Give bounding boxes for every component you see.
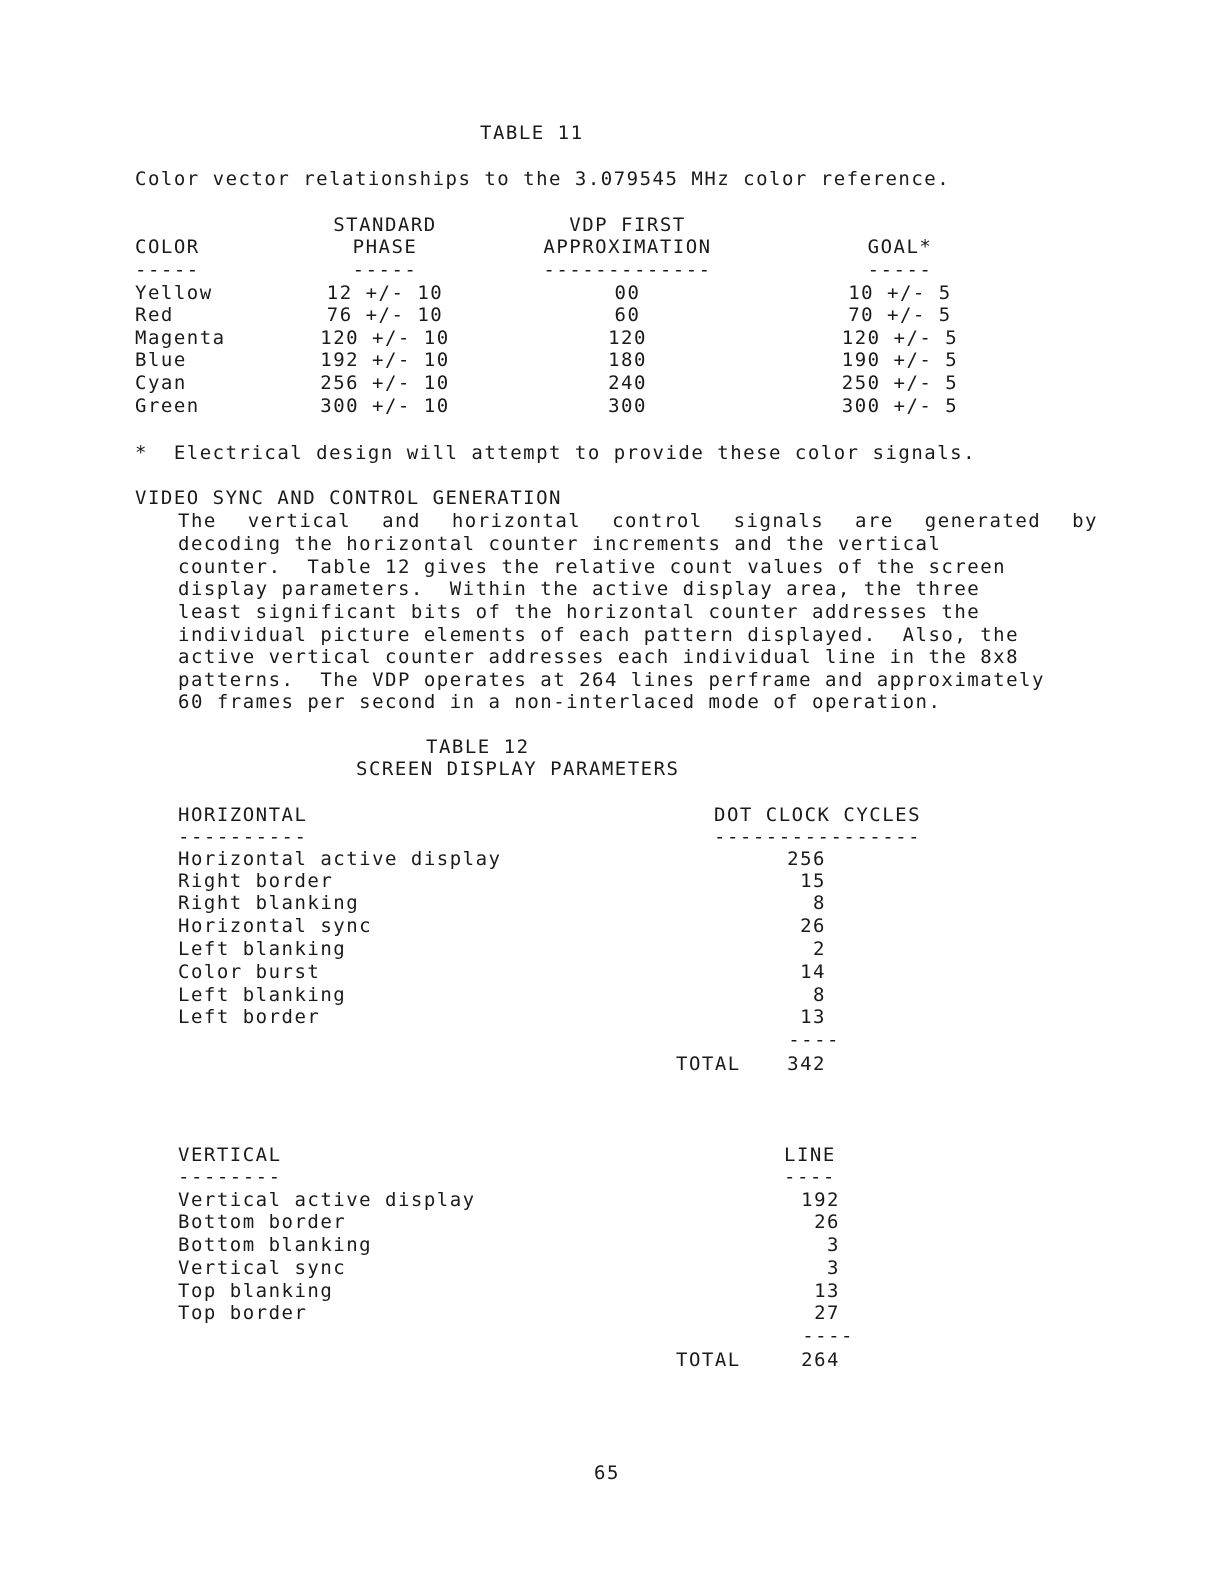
horizontal-sum-rule: ---- — [788, 1029, 840, 1051]
paragraph-line: 60 frames per second in a non-interlaced mode of operation. — [178, 691, 942, 713]
line-header: LINE — [784, 1144, 836, 1166]
table11-caption: Color vector relationships to the 3.079545 MHz color reference. — [135, 168, 951, 190]
table11-standard-cell: 300 +/- 10 — [320, 395, 450, 417]
paragraph-line: decoding the horizontal counter increments and the vertical — [178, 533, 942, 555]
table11-vdp-cell: 240 — [608, 372, 647, 394]
parameter-value: 26 — [814, 1211, 840, 1233]
parameter-label: Bottom blanking — [178, 1234, 373, 1256]
table11-standard-cell: 120 +/- 10 — [320, 327, 450, 349]
horizontal-header-underline: ---------- — [178, 826, 308, 848]
page-number: 65 — [594, 1462, 620, 1484]
horizontal-total-label: TOTAL — [676, 1053, 741, 1075]
parameter-label: Left blanking — [178, 938, 347, 960]
vertical-total-label: TOTAL — [676, 1349, 741, 1371]
table11-header-standard-1: STANDARD — [333, 214, 437, 236]
paragraph-line: The vertical and horizontal control signals are generated by — [178, 510, 1098, 532]
parameter-label: Left border — [178, 1006, 321, 1028]
parameter-value: 15 — [800, 870, 826, 892]
table11-goal-cell: 190 +/- 5 — [841, 349, 959, 371]
table11-underline-color: ----- — [135, 259, 200, 281]
parameter-value: 26 — [800, 915, 826, 937]
parameter-value: 8 — [813, 892, 826, 914]
paragraph-line: display parameters. Within the active display area, the three — [178, 578, 981, 600]
parameter-label: Horizontal active display — [178, 848, 502, 870]
table11-standard-cell: 12 +/- 10 — [326, 282, 444, 304]
parameter-label: Vertical sync — [178, 1257, 347, 1279]
parameter-value: 2 — [813, 938, 826, 960]
section-heading: VIDEO SYNC AND CONTROL GENERATION — [135, 487, 562, 509]
table11-underline-standard: ----- — [352, 259, 418, 281]
table11-header-color: COLOR — [135, 236, 200, 258]
vertical-header-underline: -------- — [178, 1166, 282, 1188]
table11-color-cell: Yellow — [135, 282, 213, 304]
parameter-label: Color burst — [178, 961, 321, 983]
table11-goal-cell: 300 +/- 5 — [841, 395, 959, 417]
parameter-value: 8 — [813, 984, 826, 1006]
parameter-value: 13 — [814, 1280, 840, 1302]
table11-footnote: * Electrical design will attempt to provide these color signals. — [135, 442, 977, 464]
table11-vdp-cell: 180 — [608, 349, 647, 371]
table11-standard-cell: 256 +/- 10 — [320, 372, 450, 394]
parameter-value: 256 — [787, 848, 826, 870]
table11-standard-cell: 192 +/- 10 — [320, 349, 450, 371]
vertical-header: VERTICAL — [178, 1144, 282, 1166]
table11-title: TABLE 11 — [480, 122, 584, 144]
line-header-underline: ---- — [784, 1166, 836, 1188]
table11-header-vdp-1: VDP FIRST — [569, 214, 686, 236]
parameter-label: Right blanking — [178, 892, 360, 914]
paragraph-line: patterns. The VDP operates at 264 lines perframe and approximately — [178, 669, 1045, 691]
table11-color-cell: Green — [135, 395, 200, 417]
dot-clock-header: DOT CLOCK CYCLES — [714, 804, 922, 826]
horizontal-total-value: 342 — [787, 1053, 826, 1075]
table11-goal-cell: 10 +/- 5 — [848, 282, 952, 304]
table11-vdp-cell: 60 — [614, 304, 641, 326]
parameter-label: Top blanking — [178, 1280, 334, 1302]
table11-header-goal: GOAL* — [867, 236, 933, 258]
parameter-value: 3 — [827, 1257, 840, 1279]
parameter-label: Bottom border — [178, 1211, 347, 1233]
table12-title: TABLE 12 — [426, 736, 530, 758]
paragraph-line: least significant bits of the horizontal counter addresses the — [178, 601, 981, 623]
parameter-label: Left blanking — [178, 984, 347, 1006]
paragraph-line: counter. Table 12 gives the relative count values of the screen — [178, 556, 1007, 578]
table11-vdp-cell: 120 — [608, 327, 647, 349]
table11-goal-cell: 120 +/- 5 — [841, 327, 959, 349]
parameter-value: 3 — [827, 1234, 840, 1256]
parameter-label: Top border — [178, 1302, 308, 1324]
dot-clock-underline: ---------------- — [714, 826, 922, 848]
parameter-value: 27 — [814, 1302, 840, 1324]
table11-underline-goal: ----- — [867, 259, 933, 281]
table11-goal-cell: 250 +/- 5 — [841, 372, 959, 394]
table11-color-cell: Magenta — [135, 327, 226, 349]
parameter-label: Vertical active display — [178, 1189, 476, 1211]
table11-standard-cell: 76 +/- 10 — [326, 304, 444, 326]
parameter-value: 192 — [801, 1189, 840, 1211]
table11-underline-vdp: ------------- — [543, 259, 712, 281]
table11-vdp-cell: 300 — [608, 395, 647, 417]
paragraph-line: individual picture elements of each pattern displayed. Also, the — [178, 624, 1020, 646]
table11-color-cell: Blue — [135, 349, 187, 371]
parameter-label: Horizontal sync — [178, 915, 373, 937]
table11-vdp-cell: 00 — [614, 282, 641, 304]
table11-goal-cell: 70 +/- 5 — [848, 304, 952, 326]
table11-color-cell: Cyan — [135, 372, 187, 394]
paragraph-line: active vertical counter addresses each individual line in the 8x8 — [178, 646, 1020, 668]
table11-header-vdp-2: APPROXIMATION — [543, 236, 712, 258]
vertical-total-value: 264 — [801, 1349, 840, 1371]
vertical-sum-rule: ---- — [802, 1325, 854, 1347]
parameter-value: 14 — [800, 961, 826, 983]
parameter-label: Right border — [178, 870, 334, 892]
horizontal-header: HORIZONTAL — [178, 804, 308, 826]
parameter-value: 13 — [800, 1006, 826, 1028]
table11-color-cell: Red — [135, 304, 174, 326]
table12-subtitle: SCREEN DISPLAY PARAMETERS — [356, 758, 680, 780]
table11-header-standard-2: PHASE — [352, 236, 418, 258]
